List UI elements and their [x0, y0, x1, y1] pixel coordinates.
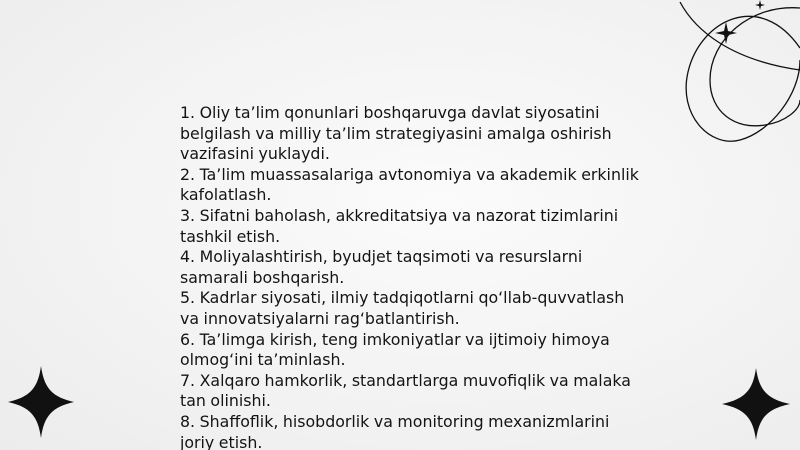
- list-item: 2. Ta’lim muassasalariga avtonomiya va akademik erkinlik kafolatlash.: [180, 164, 639, 205]
- list-item: 3. Sifatni baholash, akkreditatsiya va nazorat tizimlarini tashkil etish.: [180, 205, 619, 246]
- four-point-star-icon: [722, 368, 790, 440]
- list-item: 7. Xalqaro hamkorlik, standartlarga muvofiqlik va malaka tan olinishi.: [180, 370, 631, 411]
- list-item: 8. Shaffoflik, hisobdorlik va monitoring mexanizmlarini joriy etish.: [180, 411, 610, 450]
- list-item: 6. Ta’limga kirish, teng imkoniyatlar va ijtimoiy himoya olmog‘ini ta’minlash.: [180, 329, 610, 370]
- list-item: 5. Kadrlar siyosati, ilmiy tadqiqotlarni qo‘llab-quvvatlash va innovatsiyalarni rag‘batlantirish.: [180, 288, 625, 328]
- orbit-sparkle-icon: [640, 0, 800, 150]
- policy-list: [180, 103, 640, 450]
- list-item: 4. Moliyalashtirish, byudjet taqsimoti va resurslarni samarali boshqarish.: [180, 247, 583, 287]
- four-point-star-icon: [8, 366, 74, 438]
- list-item: 1. Oliy ta’lim qonunlari boshqaruvga davlat siyosatini belgilash va milliy ta’lim strategiyasini amalga oshirish vazifasini yuklaydi.: [180, 103, 612, 164]
